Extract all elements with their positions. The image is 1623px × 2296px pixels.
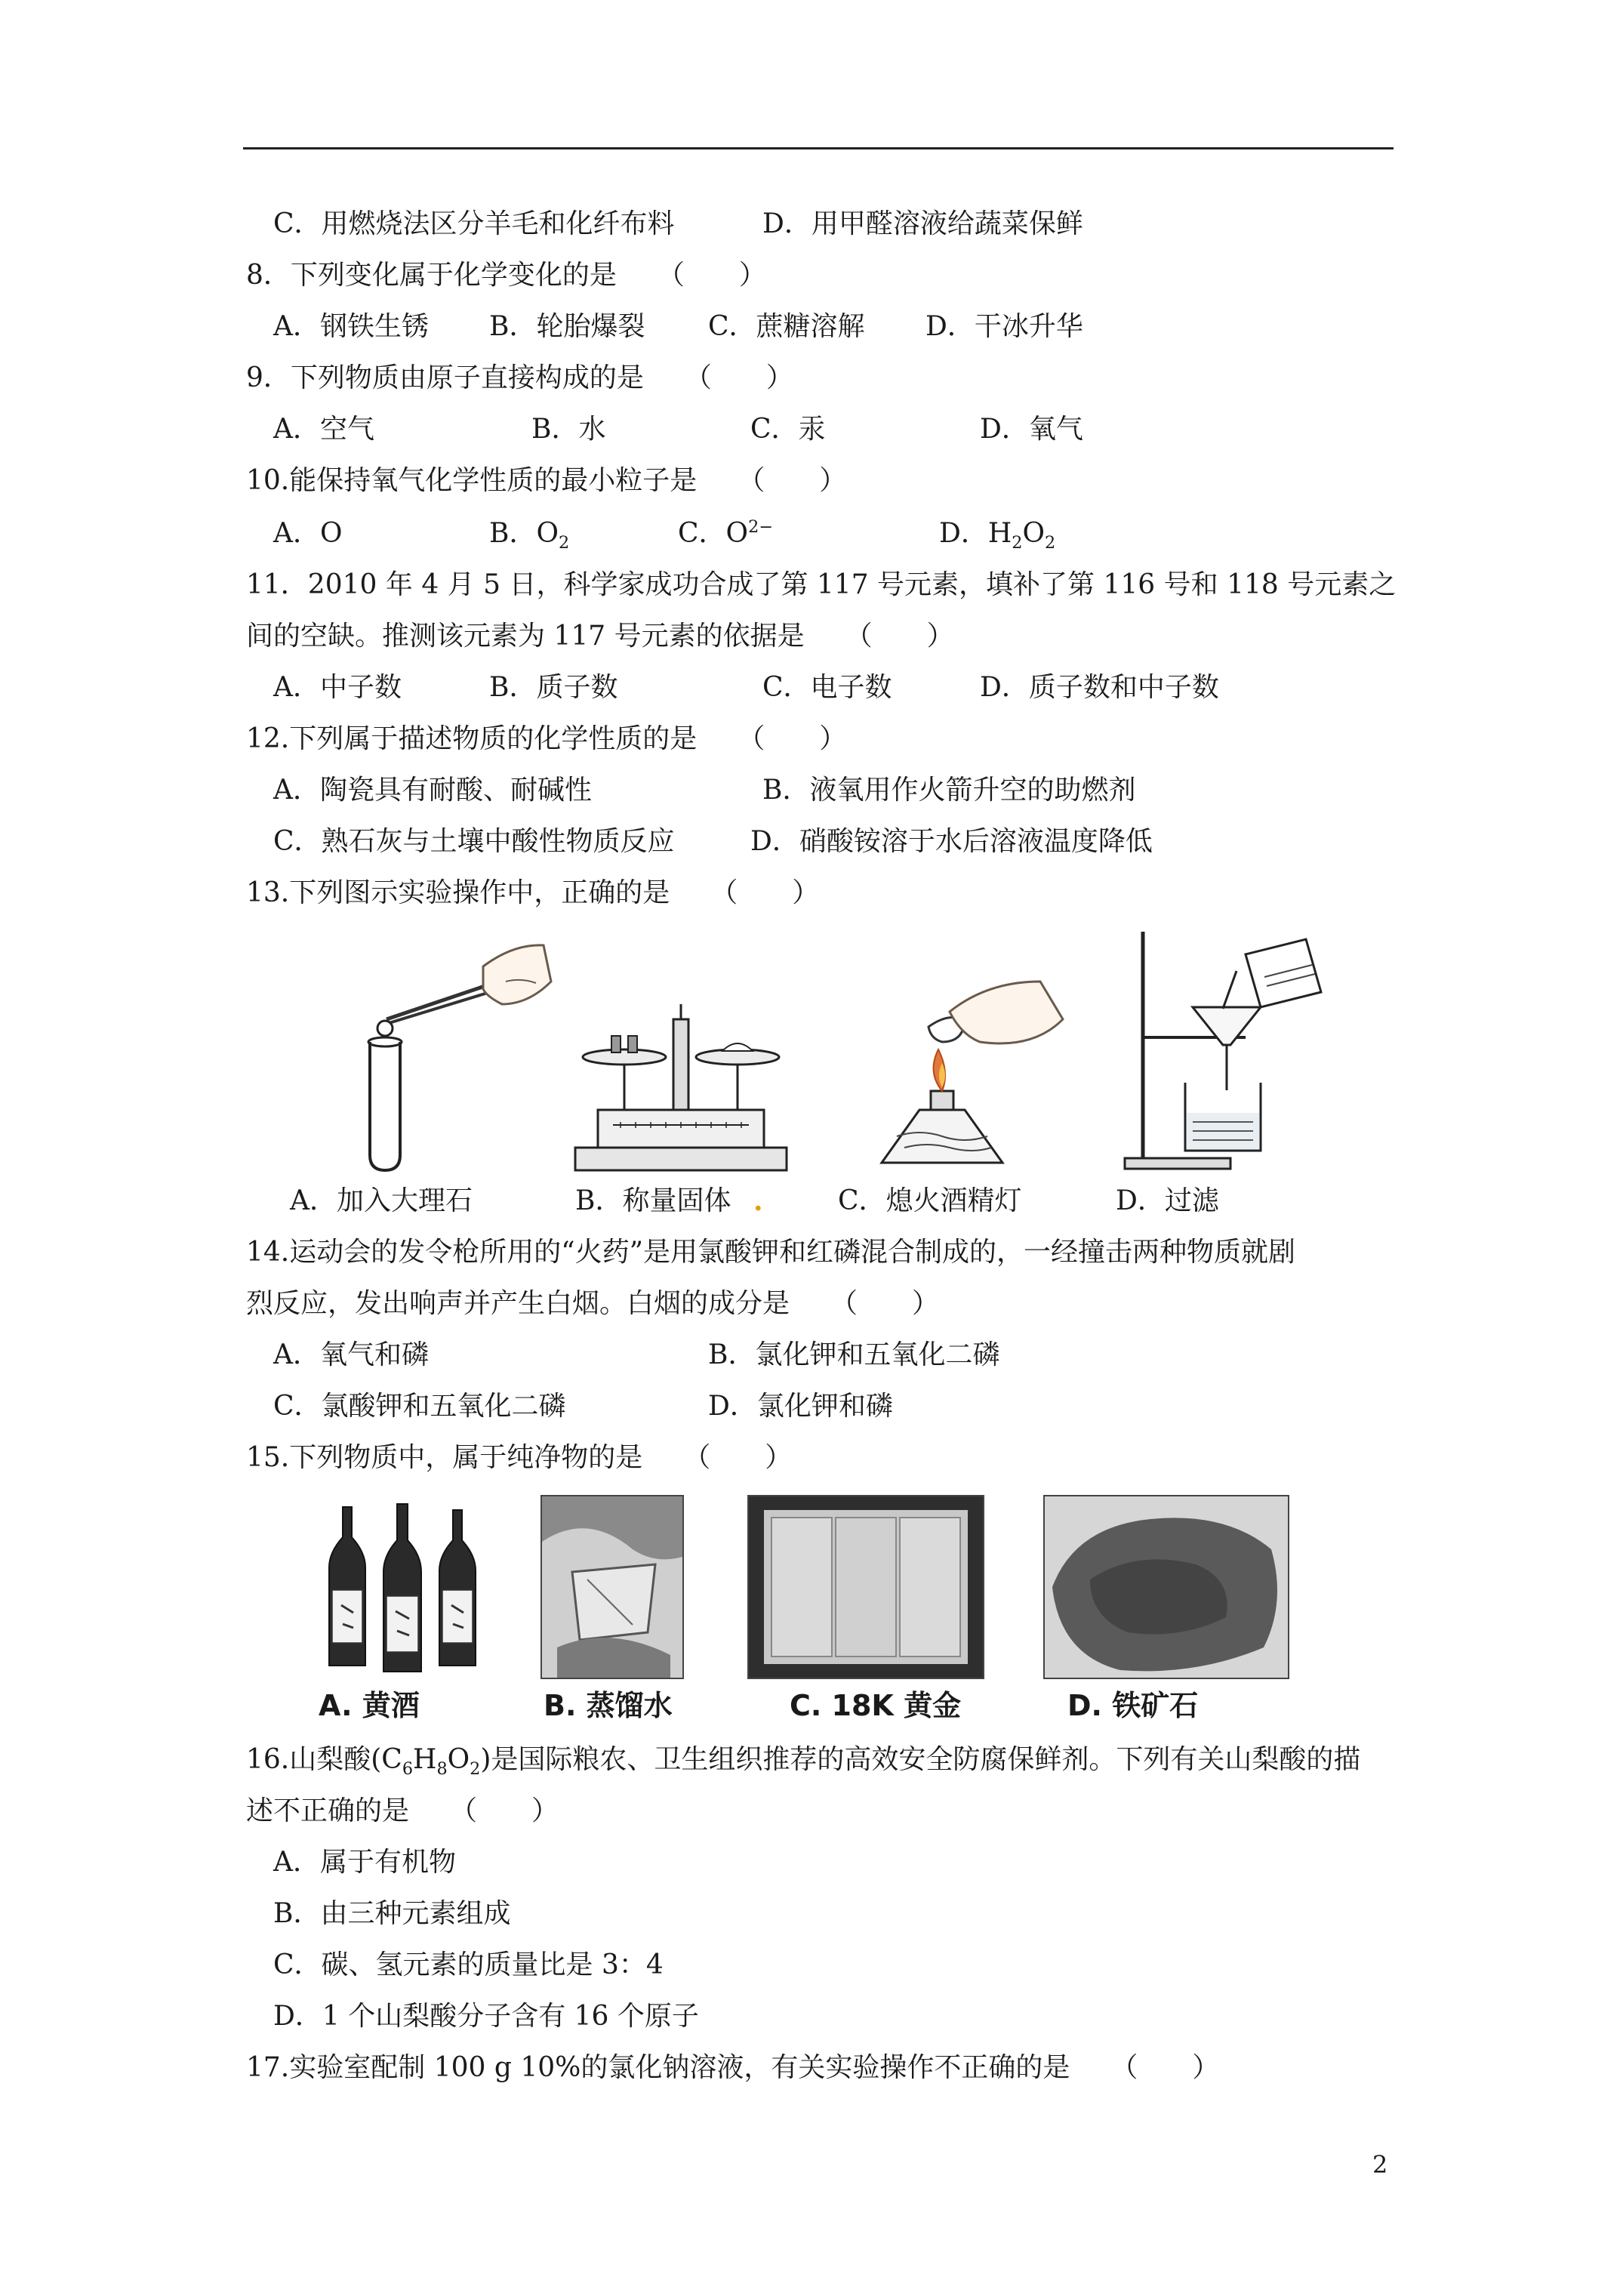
q12-option-c: C．熟石灰与土壤中酸性物质反应 xyxy=(273,826,675,857)
q13-stem: 13.下列图示实验操作中，正确的是 （ ） xyxy=(246,877,820,908)
q13-caption-a: A．加入大理石 xyxy=(290,1185,473,1216)
q13-orange-dot: . xyxy=(753,1185,763,1217)
q9-option-d: D．氧气 xyxy=(980,414,1083,445)
photo-iron-ore xyxy=(1043,1495,1289,1679)
figure-add-marble xyxy=(332,936,559,1178)
q13-caption-b: B．称量固体 xyxy=(575,1185,731,1216)
q14-option-a: A．氧气和磷 xyxy=(273,1339,429,1370)
q11-stem-line2: 间的空缺。推测该元素为 117 号元素的依据是 （ ） xyxy=(246,621,954,652)
q16-option-b: B．由三种元素组成 xyxy=(273,1898,511,1929)
q16-stem-line1: 16.山梨酸$(C_6H_8O_2)$是国际粮农、卫生组织推荐的高效安全防腐保鲜剂。下列有关山梨酸的描 xyxy=(246,1744,1361,1780)
q16-option-c: C．碳、氢元素的质量比是 3：4 xyxy=(273,1949,664,1980)
page-number: 2 xyxy=(1372,2150,1388,2179)
q7-option-c: C．用燃烧法区分羊毛和化纤布料 xyxy=(273,208,675,239)
q11-option-c: C．电子数 xyxy=(762,672,892,703)
q8-option-a: A．钢铁生锈 xyxy=(273,311,429,342)
q15-caption-b: B. 蒸馏水 xyxy=(544,1689,673,1722)
figure-balance xyxy=(568,997,794,1178)
q8-option-d: D．干冰升华 xyxy=(925,311,1083,342)
q9-option-a: A．空气 xyxy=(273,414,374,445)
q9-option-c: C．汞 xyxy=(750,414,826,445)
q10-option-d: D．$H_2O_2$ xyxy=(939,518,1056,553)
q11-stem-line1: 11．2010 年 4 月 5 日，科学家成功合成了第 117 号元素，填补了第 116 号和 118 号元素之 xyxy=(246,569,1397,600)
q10-option-c: C．$O^{2-}$ xyxy=(678,517,773,549)
q8-option-c: C．蔗糖溶解 xyxy=(708,311,865,342)
figure-alcohol-lamp xyxy=(867,966,1093,1178)
q13-caption-c: C．熄火酒精灯 xyxy=(838,1185,1022,1216)
q14-option-d: D．氯化钾和磷 xyxy=(708,1391,893,1422)
q8-stem: 8．下列变化属于化学变化的是 （ ） xyxy=(246,260,766,291)
q9-option-b: B．水 xyxy=(531,414,606,445)
figure-filtration xyxy=(1110,924,1336,1178)
q15-stem: 15.下列物质中，属于纯净物的是 （ ） xyxy=(246,1442,793,1473)
q11-option-b: B．质子数 xyxy=(489,672,618,703)
q15-caption-c: C. 18K 黄金 xyxy=(790,1689,962,1722)
q10-option-a: A．O xyxy=(273,518,343,549)
q9-stem: 9．下列物质由原子直接构成的是 （ ） xyxy=(246,362,793,393)
q16-option-d: D．1 个山梨酸分子含有 16 个原子 xyxy=(273,2001,699,2032)
q16-stem-line2: 述不正确的是 （ ） xyxy=(246,1795,559,1826)
q14-option-b: B．氯化钾和五氧化二磷 xyxy=(708,1339,1000,1370)
q14-option-c: C．氯酸钾和五氧化二磷 xyxy=(273,1391,566,1422)
q12-stem: 12.下列属于描述物质的化学性质的是 （ ） xyxy=(246,723,847,754)
photo-distilled-water xyxy=(540,1495,684,1679)
q12-option-b: B．液氧用作火箭升空的助燃剂 xyxy=(762,775,1136,806)
figure-yellow-wine-bottles xyxy=(320,1499,486,1678)
q12-option-d: D．硝酸铵溶于水后溶液温度降低 xyxy=(750,826,1153,857)
q7-option-d: D．用甲醛溶液给蔬菜保鲜 xyxy=(762,208,1083,239)
q11-option-d: D．质子数和中子数 xyxy=(980,672,1219,703)
q14-stem-line1: 14.运动会的发令枪所用的“火药”是用氯酸钾和红磷混合制成的，一经撞击两种物质就剧 xyxy=(246,1237,1296,1268)
q11-option-a: A．中子数 xyxy=(273,672,402,703)
q12-option-a: A．陶瓷具有耐酸、耐碱性 xyxy=(273,775,592,806)
photo-18k-gold xyxy=(747,1495,984,1679)
q10-stem: 10.能保持氧气化学性质的最小粒子是 （ ） xyxy=(246,465,847,496)
q8-option-b: B．轮胎爆裂 xyxy=(489,311,645,342)
q17-stem: 17.实验室配制 100 g 10%的氯化钠溶液，有关实验操作不正确的是 （ ） xyxy=(246,2052,1220,2083)
q13-caption-d: D．过滤 xyxy=(1116,1185,1219,1216)
q10-option-b: B．$O_2$ xyxy=(489,518,570,553)
q15-caption-d: D. 铁矿石 xyxy=(1067,1689,1199,1722)
q14-stem-line2: 烈反应，发出响声并产生白烟。白烟的成分是 （ ） xyxy=(246,1288,940,1319)
q16-option-a: A．属于有机物 xyxy=(273,1847,456,1878)
q15-caption-a: A. 黄酒 xyxy=(319,1689,420,1722)
header-rule xyxy=(243,147,1394,149)
